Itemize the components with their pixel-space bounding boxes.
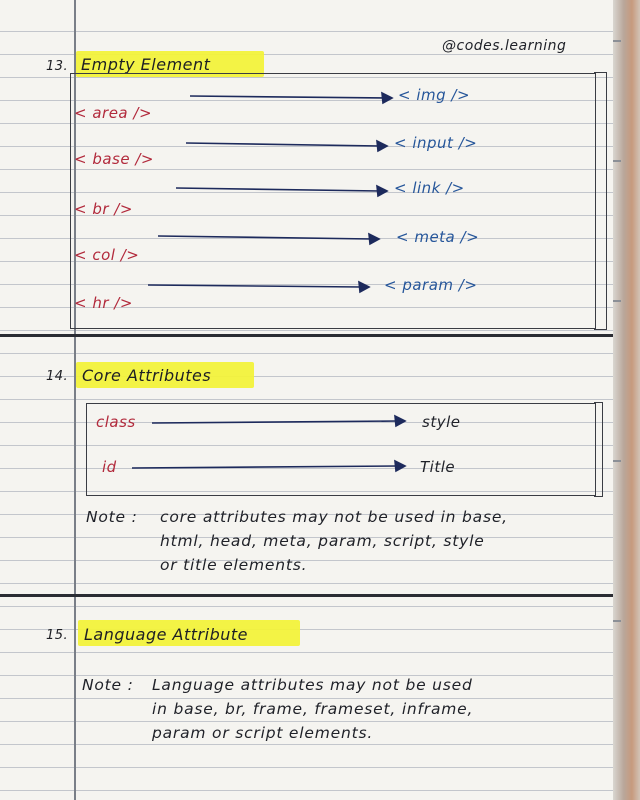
empty-tag-right: < input /> [394,134,478,152]
note-line: core attributes may not be used in base, [160,508,508,526]
empty-tag-left: < hr /> [74,294,133,312]
section-number: 15. [46,628,69,643]
empty-tag-right: < img /> [398,86,471,104]
section-number: 14. [46,369,69,384]
note-line: Language attributes may not be used [152,676,473,694]
empty-tag-left: < area /> [74,104,153,122]
arrow-head [382,93,392,103]
arrow-line [148,285,362,287]
arrow-line [190,96,385,98]
empty-tag-left: < br /> [74,200,133,218]
attribute-right: Title [420,458,456,476]
empty-tag-right: < param /> [384,276,478,294]
box-side-frame [594,402,603,497]
arrow-head [369,234,379,244]
empty-tag-right: < meta /> [396,228,480,246]
empty-tag-right: < link /> [394,179,465,197]
section-title: Language Attribute [84,625,248,644]
arrow-line [158,236,372,239]
arrow-head [377,186,387,196]
arrow-line [176,188,380,191]
note-line: in base, br, frame, frameset, inframe, [152,700,474,718]
attribute-right: style [422,413,461,431]
section-title: Core Attributes [82,366,212,385]
note-label: Note : [86,508,138,526]
arrow-line [186,143,380,146]
empty-tag-left: < col /> [74,246,140,264]
section-title: Empty Element [81,55,211,74]
note-line: or title elements. [160,556,308,574]
empty-tag-left: < base /> [74,150,154,168]
arrow-head [359,282,369,292]
note-label: Note : [82,676,134,694]
section-number: 13. [46,59,69,74]
attribute-left: class [96,413,136,431]
watermark-credit: @codes.learning [442,38,567,54]
note-line: html, head, meta, param, script, style [160,532,485,550]
arrow-head [377,141,387,151]
core-attributes-box [86,403,596,496]
note-line: param or script elements. [152,724,374,742]
attribute-left: id [102,458,117,476]
